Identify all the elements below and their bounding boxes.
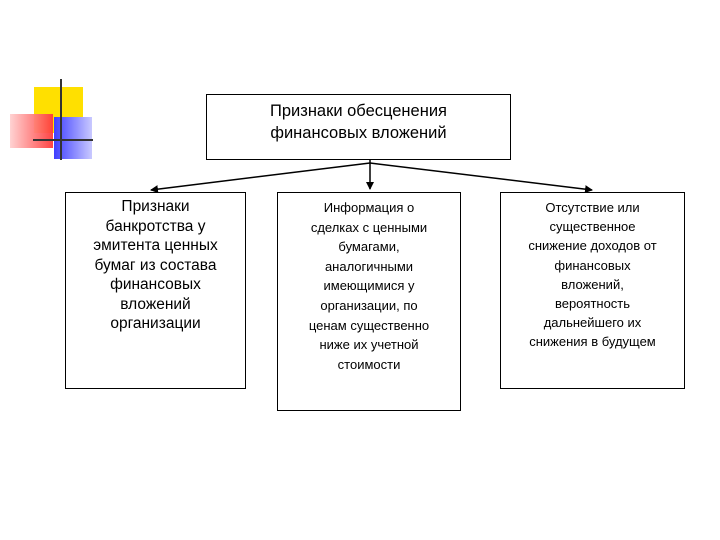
child-box-bankruptcy xyxy=(65,192,246,389)
child-line: имеющимися у xyxy=(323,278,415,294)
child-line: банкротства у xyxy=(105,217,206,235)
child-box-income xyxy=(500,192,685,389)
child-line: Отсутствие или xyxy=(545,200,640,215)
child-line: вложений xyxy=(120,295,191,313)
title-line: финансовых вложений xyxy=(270,124,447,142)
connector-left xyxy=(151,163,370,190)
connector-right xyxy=(370,163,592,190)
child-line: дальнейшего их xyxy=(543,315,642,331)
child-line: бумагами, xyxy=(338,239,400,255)
child-line: стоимости xyxy=(337,356,401,372)
child-line: финансовых xyxy=(110,276,201,293)
child-line: организации, по xyxy=(320,297,418,313)
child-box-transactions xyxy=(277,192,461,411)
child-line: организации xyxy=(110,315,201,332)
child-line: Признаки xyxy=(121,198,190,215)
child-line: существенное xyxy=(549,219,636,235)
child-line: снижение доходов от xyxy=(528,238,657,254)
child-line: финансовых xyxy=(554,257,631,273)
child-line: Информация о xyxy=(323,200,415,215)
child-line: аналогичными xyxy=(324,258,414,274)
child-line: эмитента ценных xyxy=(93,237,218,254)
child-line: вложений, xyxy=(561,276,624,292)
title-line: Признаки обесценения xyxy=(270,102,447,120)
diagram-title-box xyxy=(206,94,511,160)
child-line: ценам существенно xyxy=(308,317,430,333)
child-line: сделках с ценными xyxy=(310,219,428,235)
child-line: бумаг из состава xyxy=(94,256,217,274)
child-line: ниже их учетной xyxy=(319,337,419,353)
child-line: снижения в будущем xyxy=(529,334,656,350)
child-line: вероятность xyxy=(554,296,631,312)
